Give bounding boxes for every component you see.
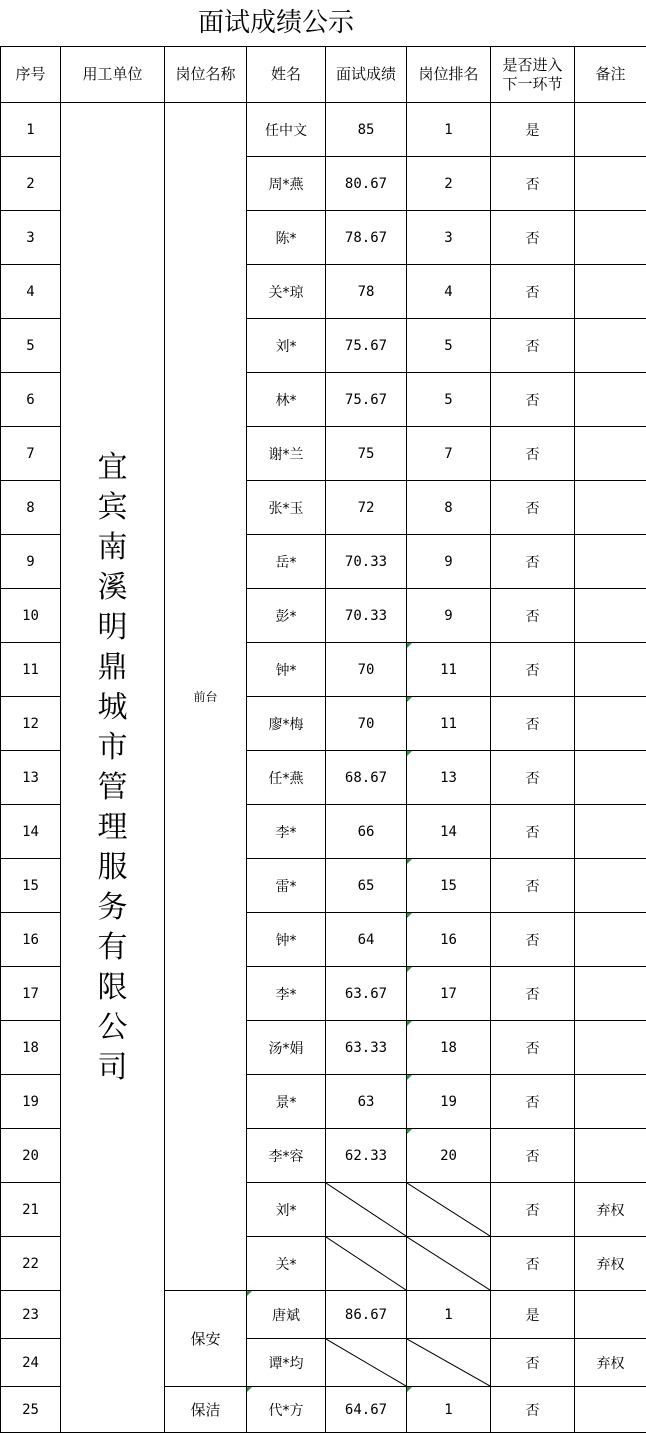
header-no: 序号 [1, 47, 61, 103]
cell-score: 70.33 [326, 589, 407, 643]
cell-next: 否 [491, 1237, 575, 1291]
cell-score: 75.67 [326, 319, 407, 373]
cell-next: 否 [491, 1183, 575, 1237]
page-title: 面试成绩公示 [198, 8, 355, 38]
cell-score: 75 [326, 427, 407, 481]
cell-score [326, 1183, 407, 1237]
cell-no: 4 [1, 265, 61, 319]
cell-no: 17 [1, 967, 61, 1021]
cell-rank: 15 [407, 859, 491, 913]
cell-rank: 8 [407, 481, 491, 535]
cell-no: 3 [1, 211, 61, 265]
cell-next: 否 [491, 427, 575, 481]
table-row [1, 103, 646, 157]
cell-next: 否 [491, 967, 575, 1021]
empty-cell-slash [326, 1183, 406, 1236]
cell-remark: 弃权 [575, 1183, 646, 1237]
header-name: 姓名 [247, 47, 326, 103]
header-row [1, 47, 646, 103]
position-front-desk: 前台 [165, 103, 247, 1291]
cell-name: 李* [247, 967, 326, 1021]
header-next-line1: 是否进入 [502, 55, 563, 74]
company-cell [61, 103, 165, 1433]
cell-no: 19 [1, 1075, 61, 1129]
cell-rank [407, 1183, 491, 1237]
cell-remark [575, 1075, 646, 1129]
cell-rank: 1 [407, 1387, 491, 1433]
position-security: 保安 [165, 1291, 247, 1387]
cell-no: 21 [1, 1183, 61, 1237]
cell-name: 钟* [247, 643, 326, 697]
cell-rank: 14 [407, 805, 491, 859]
cell-score: 66 [326, 805, 407, 859]
cell-score: 78.67 [326, 211, 407, 265]
cell-next: 否 [491, 1387, 575, 1433]
cell-rank: 4 [407, 265, 491, 319]
empty-cell-slash [326, 1339, 406, 1386]
cell-next: 否 [491, 1129, 575, 1183]
cell-name: 刘* [247, 319, 326, 373]
cell-remark [575, 481, 646, 535]
cell-remark: 弃权 [575, 1339, 646, 1387]
cell-name: 任中文 [247, 103, 326, 157]
cell-remark [575, 373, 646, 427]
cell-score [326, 1339, 407, 1387]
cell-next: 否 [491, 589, 575, 643]
cell-name: 唐斌 [247, 1291, 326, 1339]
cell-next: 否 [491, 643, 575, 697]
cell-next: 否 [491, 859, 575, 913]
cell-no: 2 [1, 157, 61, 211]
cell-no: 5 [1, 319, 61, 373]
cell-next: 否 [491, 1075, 575, 1129]
cell-next: 否 [491, 697, 575, 751]
cell-next: 否 [491, 751, 575, 805]
cell-rank: 17 [407, 967, 491, 1021]
cell-rank: 1 [407, 103, 491, 157]
cell-rank: 20 [407, 1129, 491, 1183]
cell-name: 雷* [247, 859, 326, 913]
cell-score: 85 [326, 103, 407, 157]
header-position: 岗位名称 [165, 47, 247, 103]
header-remark: 备注 [575, 47, 646, 103]
cell-no: 10 [1, 589, 61, 643]
header-score: 面试成绩 [326, 47, 407, 103]
cell-score: 86.67 [326, 1291, 407, 1339]
cell-name: 彭* [247, 589, 326, 643]
cell-rank [407, 1339, 491, 1387]
header-next-line2: 下一环节 [502, 74, 563, 93]
cell-next: 否 [491, 535, 575, 589]
empty-cell-slash [326, 1237, 406, 1290]
cell-no: 6 [1, 373, 61, 427]
cell-score: 72 [326, 481, 407, 535]
cell-name: 汤*娟 [247, 1021, 326, 1075]
cell-name: 谢*兰 [247, 427, 326, 481]
cell-next: 否 [491, 913, 575, 967]
cell-no: 18 [1, 1021, 61, 1075]
cell-remark [575, 103, 646, 157]
cell-name: 李*容 [247, 1129, 326, 1183]
cell-name: 张*玉 [247, 481, 326, 535]
cell-no: 11 [1, 643, 61, 697]
cell-next: 否 [491, 319, 575, 373]
cell-score: 80.67 [326, 157, 407, 211]
cell-score: 63.33 [326, 1021, 407, 1075]
cell-score: 64 [326, 913, 407, 967]
cell-rank: 5 [407, 319, 491, 373]
cell-rank: 11 [407, 697, 491, 751]
cell-remark [575, 967, 646, 1021]
cell-name: 关* [247, 1237, 326, 1291]
cell-next: 否 [491, 481, 575, 535]
cell-rank: 9 [407, 589, 491, 643]
cell-rank: 18 [407, 1021, 491, 1075]
cell-rank: 2 [407, 157, 491, 211]
cell-no: 8 [1, 481, 61, 535]
cell-remark [575, 859, 646, 913]
cell-score: 70 [326, 697, 407, 751]
cell-remark [575, 913, 646, 967]
cell-remark [575, 211, 646, 265]
cell-score: 70 [326, 643, 407, 697]
cell-name: 陈* [247, 211, 326, 265]
cell-rank [407, 1237, 491, 1291]
cell-no: 20 [1, 1129, 61, 1183]
score-table [0, 46, 646, 1433]
cell-name: 岳* [247, 535, 326, 589]
cell-remark [575, 1387, 646, 1433]
empty-cell-slash [407, 1183, 490, 1236]
header-unit: 用工单位 [61, 47, 165, 103]
cell-remark [575, 319, 646, 373]
cell-rank: 1 [407, 1291, 491, 1339]
cell-no: 16 [1, 913, 61, 967]
cell-score: 63.67 [326, 967, 407, 1021]
cell-no: 24 [1, 1339, 61, 1387]
cell-remark [575, 535, 646, 589]
cell-next: 否 [491, 211, 575, 265]
cell-score: 78 [326, 265, 407, 319]
empty-cell-slash [407, 1237, 490, 1290]
cell-name: 景* [247, 1075, 326, 1129]
cell-no: 25 [1, 1387, 61, 1433]
cell-next: 否 [491, 1339, 575, 1387]
cell-score: 65 [326, 859, 407, 913]
company-name: 宜宾南溪明鼎城市管理服务有限公司 [97, 449, 128, 1085]
cell-remark [575, 1129, 646, 1183]
cell-rank: 7 [407, 427, 491, 481]
cell-no: 23 [1, 1291, 61, 1339]
cell-remark [575, 1021, 646, 1075]
cell-next: 是 [491, 103, 575, 157]
cell-score: 75.67 [326, 373, 407, 427]
cell-next: 否 [491, 805, 575, 859]
position-cleaning: 保洁 [165, 1387, 247, 1433]
cell-name: 代*方 [247, 1387, 326, 1433]
cell-no: 1 [1, 103, 61, 157]
cell-remark [575, 751, 646, 805]
cell-remark [575, 697, 646, 751]
cell-remark [575, 427, 646, 481]
cell-remark [575, 805, 646, 859]
cell-rank: 11 [407, 643, 491, 697]
cell-name: 刘* [247, 1183, 326, 1237]
cell-name: 关*琼 [247, 265, 326, 319]
cell-rank: 19 [407, 1075, 491, 1129]
cell-name: 林* [247, 373, 326, 427]
cell-no: 14 [1, 805, 61, 859]
cell-rank: 9 [407, 535, 491, 589]
cell-score: 64.67 [326, 1387, 407, 1433]
cell-name: 李* [247, 805, 326, 859]
cell-name: 谭*均 [247, 1339, 326, 1387]
cell-no: 13 [1, 751, 61, 805]
cell-remark [575, 589, 646, 643]
cell-remark [575, 157, 646, 211]
header-next [491, 47, 575, 103]
cell-next: 否 [491, 265, 575, 319]
cell-no: 7 [1, 427, 61, 481]
cell-score: 68.67 [326, 751, 407, 805]
cell-score [326, 1237, 407, 1291]
cell-next: 否 [491, 373, 575, 427]
cell-rank: 16 [407, 913, 491, 967]
cell-rank: 3 [407, 211, 491, 265]
cell-no: 15 [1, 859, 61, 913]
cell-no: 22 [1, 1237, 61, 1291]
cell-name: 任*燕 [247, 751, 326, 805]
cell-remark [575, 265, 646, 319]
cell-name: 周*燕 [247, 157, 326, 211]
cell-score: 62.33 [326, 1129, 407, 1183]
cell-name: 钟* [247, 913, 326, 967]
cell-rank: 13 [407, 751, 491, 805]
cell-remark: 弃权 [575, 1237, 646, 1291]
cell-rank: 5 [407, 373, 491, 427]
cell-remark [575, 643, 646, 697]
cell-next: 是 [491, 1291, 575, 1339]
header-rank: 岗位排名 [407, 47, 491, 103]
cell-no: 12 [1, 697, 61, 751]
cell-no: 9 [1, 535, 61, 589]
cell-score: 63 [326, 1075, 407, 1129]
cell-score: 70.33 [326, 535, 407, 589]
empty-cell-slash [407, 1339, 490, 1386]
cell-next: 否 [491, 1021, 575, 1075]
cell-name: 廖*梅 [247, 697, 326, 751]
cell-next: 否 [491, 157, 575, 211]
cell-remark [575, 1291, 646, 1339]
